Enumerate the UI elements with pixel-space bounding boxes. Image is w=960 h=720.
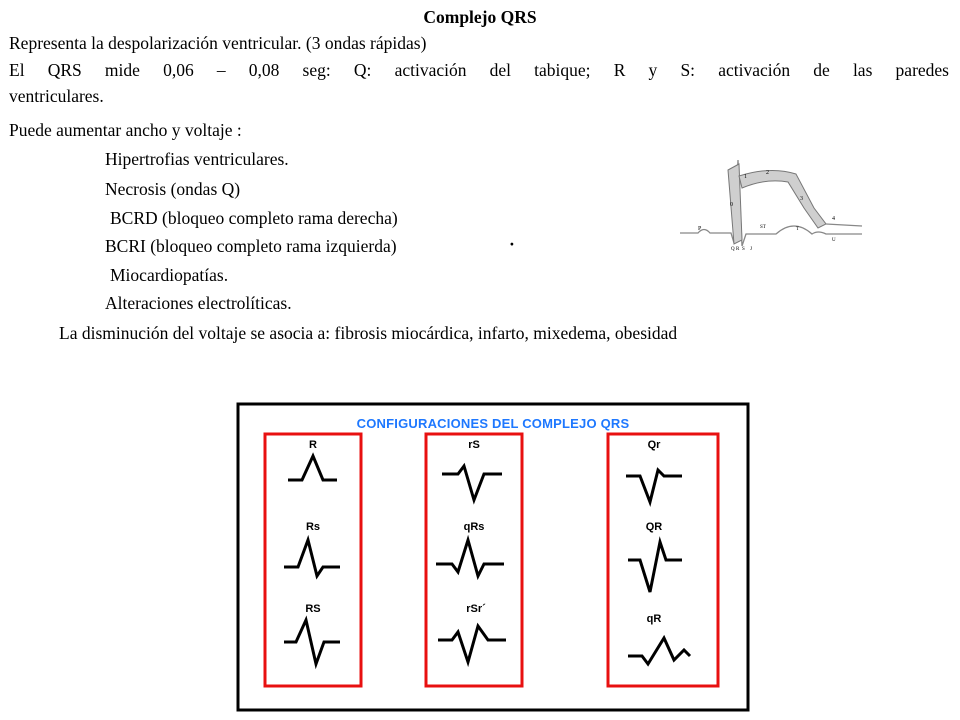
ecg-label-s: S	[742, 247, 745, 252]
ecg-label-1: 1	[744, 174, 747, 180]
list-item-electroliticas: Alteraciones electrolíticas.	[105, 293, 292, 313]
ecg-label-p: P	[698, 226, 702, 232]
text-line-aumentar: Puede aumentar ancho y voltaje :	[9, 120, 242, 140]
wave-label-qR: qR	[646, 613, 662, 625]
ecg-action-potential-figure	[676, 148, 864, 253]
wave-label-rSr: rSr´	[466, 603, 486, 615]
list-item-bcrd: BCRD (bloqueo completo rama derecha)	[110, 208, 398, 228]
ecg-label-st: ST	[760, 225, 766, 230]
ecg-label-2: 2	[766, 170, 769, 176]
ecg-label-4: 4	[832, 216, 835, 222]
ecg-label-r: R	[736, 247, 740, 252]
text-line-qrs-duration: El QRS mide 0,06 – 0,08 seg: Q: activación del tabique; R y S: activación de las paredes	[9, 60, 949, 80]
wave-label-R: R	[309, 439, 317, 451]
text-line-ventriculares: ventriculares.	[9, 86, 104, 106]
wave-label-Rs: Rs	[305, 521, 321, 533]
ecg-label-j: J	[750, 247, 752, 252]
qrs-panel-graphic	[236, 402, 750, 712]
qrs-configurations-panel	[236, 402, 750, 712]
wave-label-rS: rS	[468, 439, 480, 451]
list-item-hipertrofias: Hipertrofias ventriculares.	[105, 149, 289, 169]
wave-label-qRs: qRs	[463, 521, 485, 533]
wave-label-RS: RS	[305, 603, 321, 615]
page-title: Complejo QRS	[423, 7, 537, 27]
ecg-label-u: U	[832, 238, 836, 243]
wave-label-Qr: Qr	[647, 439, 661, 451]
list-item-necrosis: Necrosis (ondas Q)	[105, 179, 241, 199]
dot-mark: ·	[509, 234, 515, 254]
list-item-miocardiopatias: Miocardiopatías.	[110, 265, 229, 285]
qrs-panel-title: CONFIGURACIONES DEL COMPLEJO QRS	[356, 416, 630, 431]
ecg-label-3: 3	[800, 196, 803, 202]
wave-label-QR: QR	[645, 521, 663, 533]
ecg-label-0: 0	[730, 202, 733, 208]
ecg-label-t: T	[796, 227, 800, 232]
list-item-bcri: BCRI (bloqueo completo rama izquierda)	[105, 236, 397, 256]
text-line-despolarizacion: Representa la despolarización ventricular. (3 ondas rápidas)	[9, 33, 427, 53]
ecg-label-q: Q	[731, 247, 735, 252]
text-line-disminucion: La disminución del voltaje se asocia a: fibrosis miocárdica, infarto, mixedema, obesidad	[59, 323, 678, 343]
